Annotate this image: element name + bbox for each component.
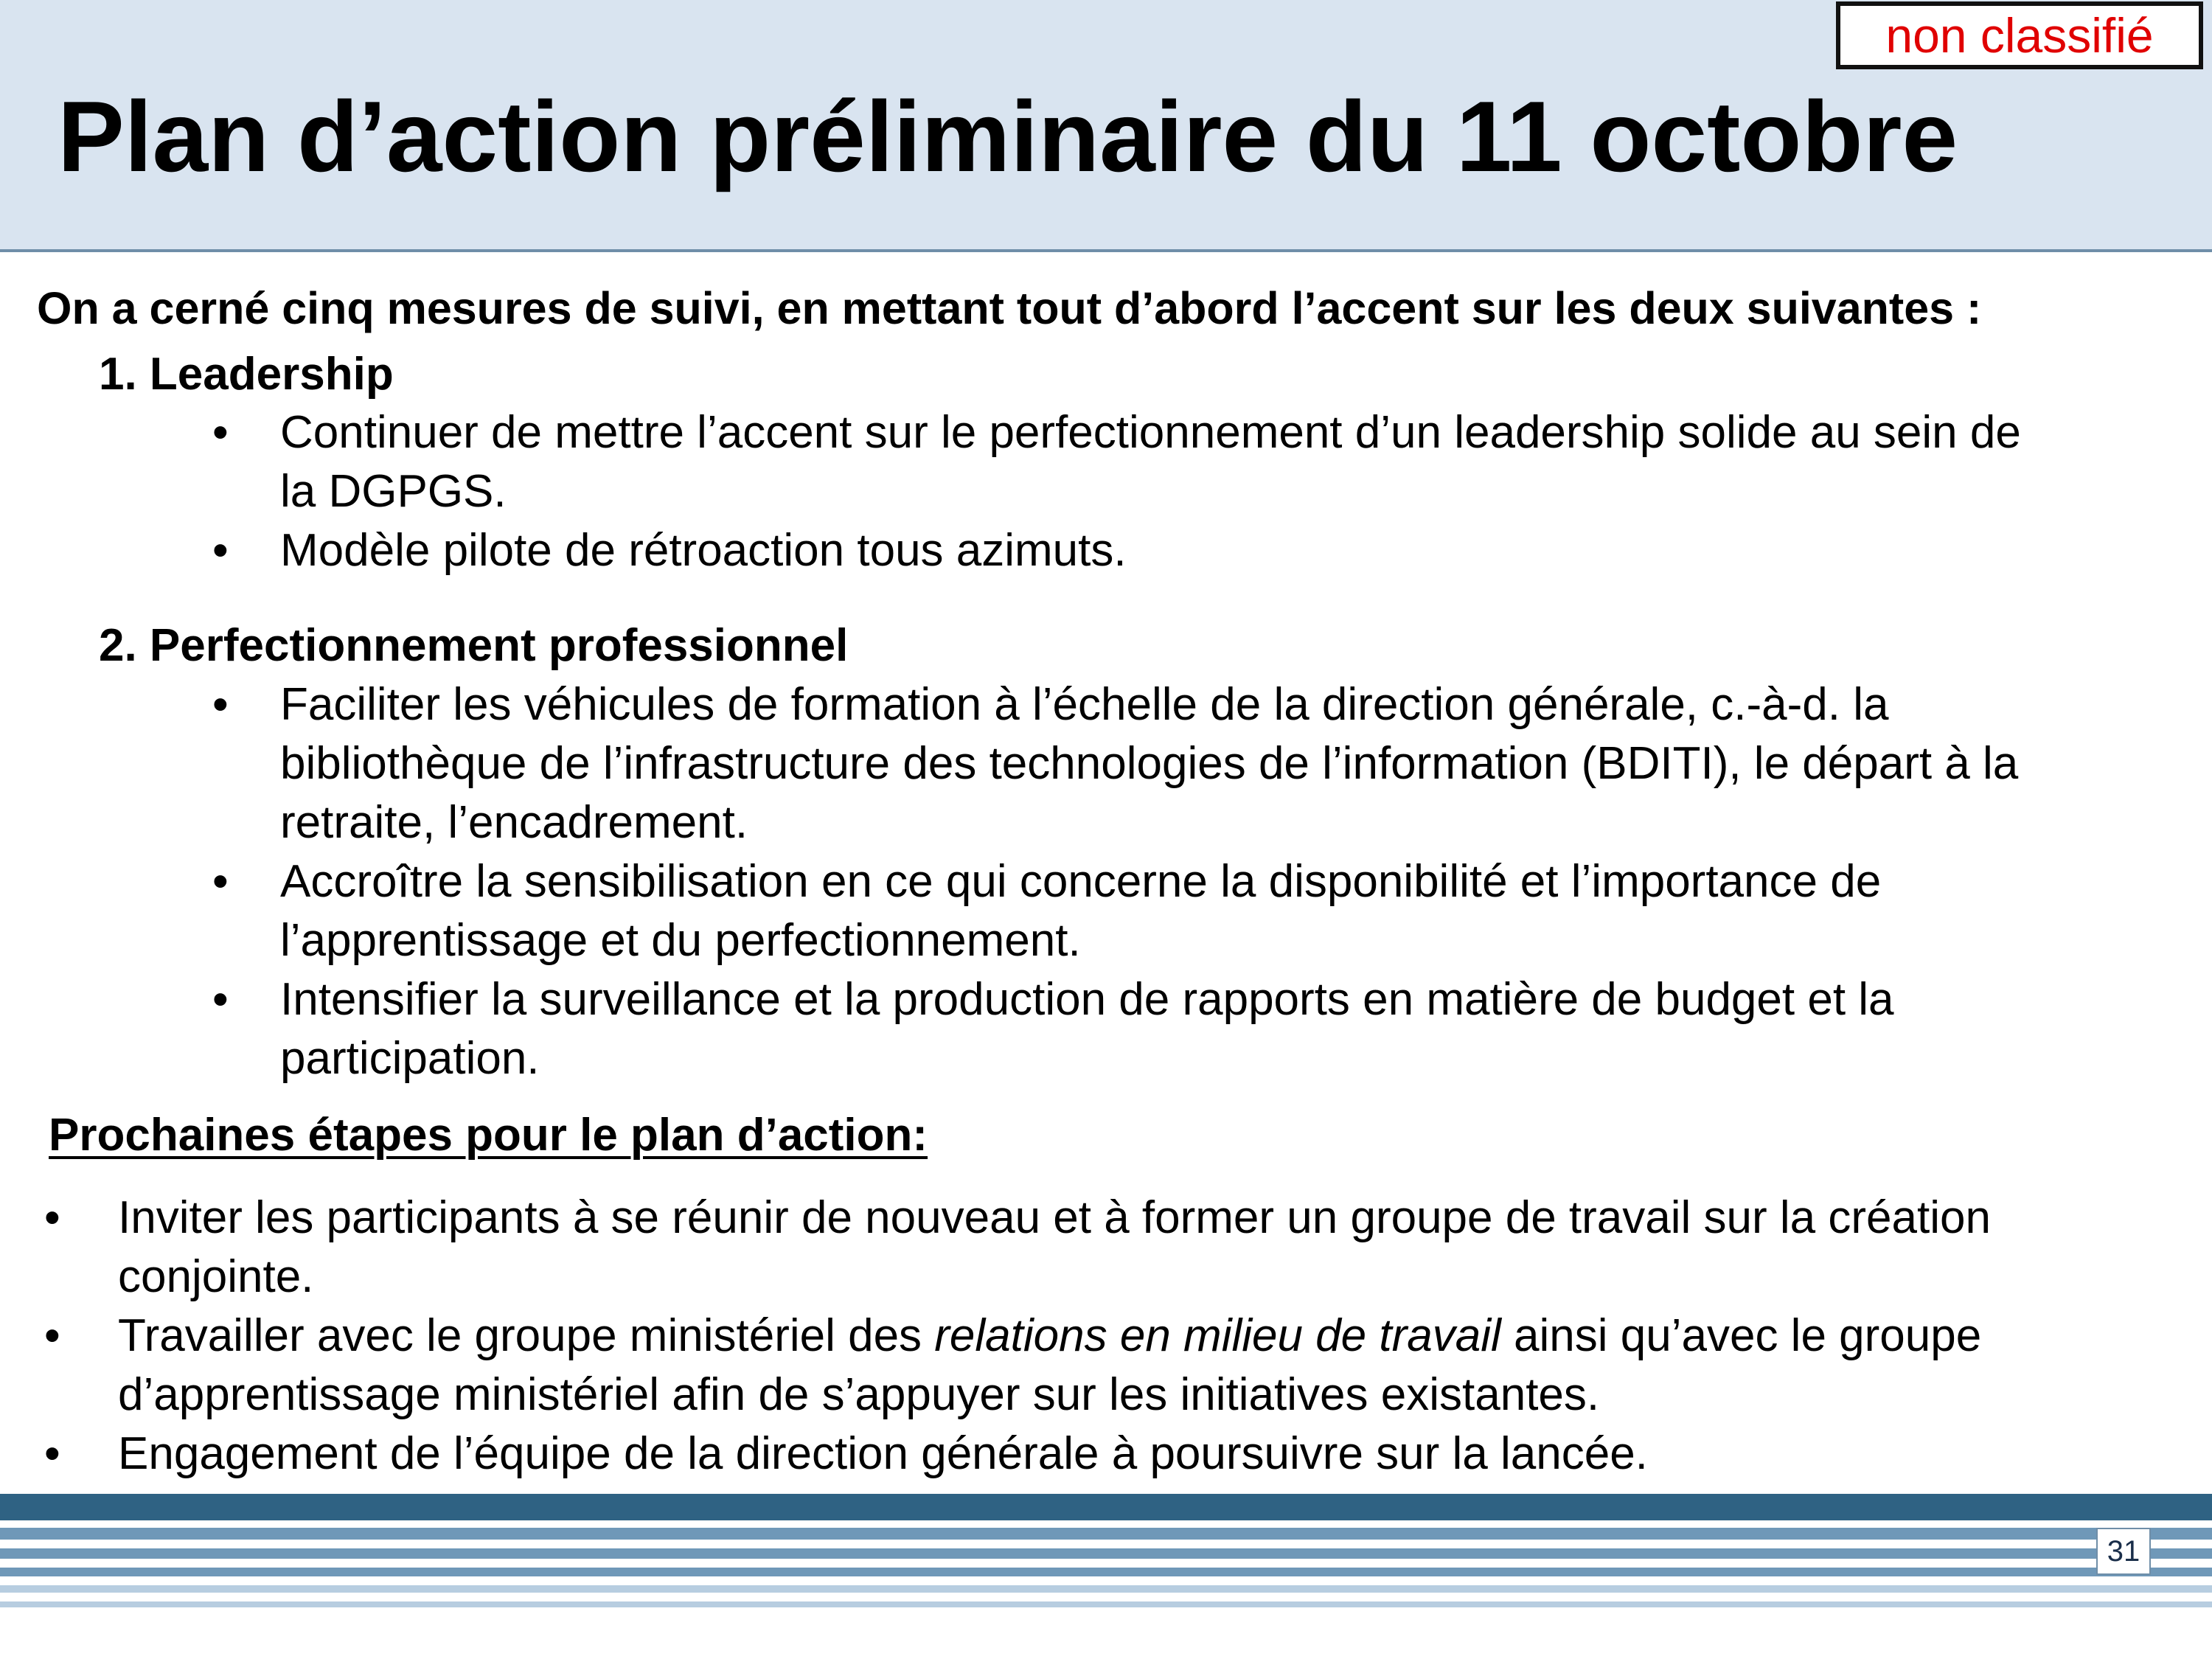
bullet-text: Continuer de mettre l’accent sur le perfectionnement d’un leadership solide au sein de la DGPGS. — [280, 407, 2021, 517]
list-item — [212, 852, 2035, 970]
leadership-bullet-list — [212, 403, 2035, 580]
bullet-text: Accroître la sensibilisation en ce qui concerne la disponibilité et l’importance de l’apprentissage et du perfectionnement. — [280, 856, 1882, 966]
list-item — [44, 1425, 2035, 1484]
next-steps-heading: Prochaines étapes pour le plan d’action: — [49, 1110, 928, 1161]
title-band — [0, 0, 2212, 252]
bullet-text-before: Travailler avec le groupe ministériel des — [118, 1310, 935, 1361]
slide-title: Plan d’action préliminaire du 11 octobre — [58, 80, 1958, 192]
footer-stripe-light — [0, 1601, 2212, 1607]
bullet-icon: • — [212, 856, 229, 907]
bullet-text-italic: relations en milieu de travail — [934, 1310, 1501, 1361]
bullet-text-after: ainsi qu’avec le groupe d’apprentissage ministériel afin de s’appuyer sur les initiatives existantes. — [118, 1310, 1982, 1420]
bullet-icon: • — [212, 525, 229, 576]
classification-badge: non classifié — [1836, 1, 2203, 69]
bullet-icon: • — [212, 679, 229, 730]
footer-stripe-mid — [0, 1568, 2212, 1576]
list-item — [212, 521, 2035, 580]
next-steps-bullet-list — [44, 1189, 2035, 1484]
intro-text: On a cerné cinq mesures de suivi, en mettant tout d’abord l’accent sur les deux suivantes : — [37, 283, 1982, 333]
list-item — [212, 970, 2035, 1088]
footer-stripe-dark — [0, 1494, 2212, 1520]
list-item — [212, 403, 2035, 521]
section-heading-leadership: 1. Leadership — [99, 349, 394, 400]
footer-stripe-light — [0, 1585, 2212, 1593]
list-item — [44, 1307, 2035, 1425]
bullet-text: Inviter les participants à se réunir de nouveau et à former un groupe de travail sur la création conjointe. — [118, 1192, 1991, 1302]
list-item — [44, 1189, 2035, 1307]
bullet-icon: • — [44, 1192, 60, 1243]
bullet-text — [118, 1310, 1981, 1420]
bullet-text: Intensifier la surveillance et la production de rapports en matière de budget et la participation. — [280, 974, 1894, 1084]
footer-stripe-mid — [0, 1548, 2212, 1559]
bullet-icon: • — [212, 974, 229, 1025]
footer-stripe-mid — [0, 1528, 2212, 1540]
bullet-text: Engagement de l’équipe de la direction générale à poursuivre sur la lancée. — [118, 1428, 1648, 1479]
section-heading-professional-development: 2. Perfectionnement professionnel — [99, 620, 849, 671]
bullet-text: Faciliter les véhicules de formation à l’échelle de la direction générale, c.-à-d. la bibliothèque de l’infrastructure des technologies de l’information (BDITI), le départ à la retraite, l’encadrement. — [280, 679, 2019, 848]
bullet-icon: • — [212, 407, 229, 458]
professional-development-bullet-list — [212, 675, 2035, 1088]
bullet-text: Modèle pilote de rétroaction tous azimuts. — [280, 525, 1127, 576]
list-item — [212, 675, 2035, 852]
bullet-icon: • — [44, 1428, 60, 1479]
page-number: 31 — [2096, 1528, 2151, 1575]
bullet-icon: • — [44, 1310, 60, 1361]
